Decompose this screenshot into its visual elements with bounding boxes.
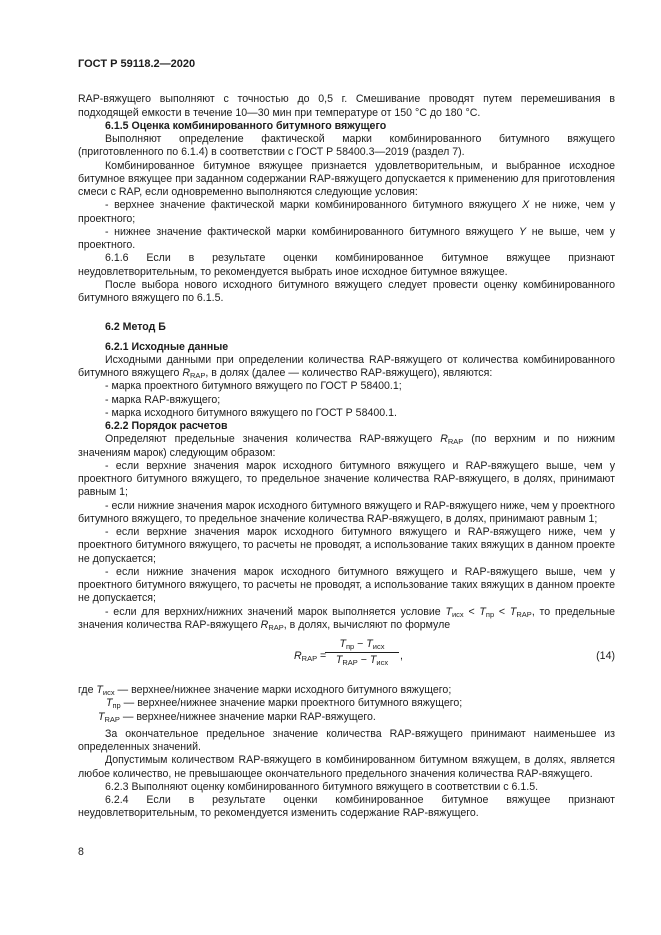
paragraph: После выбора нового исходного битумного вяжущего следует провести оценку комбинированного битумного вяжущего по 6.1.5.	[78, 278, 615, 304]
paragraph: 6.2.4 Если в результате оценки комбинированное битумное вяжущее признают неудовлетворительным, то рекомендуется изменить содержание RAP-вяжущего.	[78, 794, 615, 820]
section-heading-6-1-5: 6.1.5 Оценка комбинированного битумного вяжущего	[105, 119, 387, 132]
list-item: - если нижние значения марок исходного битумного вяжущего и RAP-вяжущего выше, чем у проектного битумного вяжущего, то расчеты не проводят, а использование таких вяжущих в данном проекте не допускается;	[78, 565, 615, 605]
formula-lhs: $R_{RAP}$ =	[294, 650, 327, 663]
list-item: - если верхние значения марок исходного битумного вяжущего и RAP-вяжущего выше, чем у проектного битумного вяжущего, то предельное значение количества RAP-вяжущего, в долях, принимают равным 1;	[78, 459, 615, 499]
paragraph: Выполняют определение фактической марки комбинированного битумного вяжущего (приготовленного по 6.1.4) в соответствии с ГОСТ Р 58400.3—2019 (раздел 7).	[78, 133, 615, 159]
section-heading-6-2: 6.2 Метод Б	[105, 321, 166, 334]
paragraph: Определяют предельные значения количества RAP-вяжущего $R_{RAP}$ (по верхним и по нижним значениям марок) следующим образом:	[78, 433, 615, 459]
definition-row: где $T_{исх}$ — верхнее/нижнее значение марки исходного битумного вяжущего;	[78, 684, 452, 697]
paragraph: 6.1.6 Если в результате оценки комбинированное битумное вяжущее признают неудовлетворительным, то рекомендуется выбрать иное исходное битумное вяжущее.	[78, 252, 615, 278]
list-item: - марка исходного битумного вяжущего по ГОСТ Р 58400.1.	[105, 406, 397, 419]
document-page	[78, 58, 615, 821]
fraction-numerator: $T_{пр} - T_{исх}$	[325, 638, 399, 653]
condition-item: - нижнее значение фактической марки комбинированного битумного вяжущего Y не выше, чем у проектного.	[78, 225, 615, 251]
paragraph: Допустимым количеством RAP-вяжущего в комбинированном битумном вяжущем, в долях, является любое количество, не превышающее окончательного предельного значения количества RAP-вяжущего.	[78, 754, 615, 780]
list-item: - марка RAP-вяжущего;	[105, 393, 221, 406]
paragraph: 6.2.3 Выполняют оценку комбинированного битумного вяжущего в соответствии с 6.1.5.	[105, 780, 539, 793]
definition-row: $T_{пр}$ — верхнее/нижнее значение марки проектного битумного вяжущего;	[106, 697, 463, 711]
section-heading-6-2-2: 6.2.2 Порядок расчетов	[105, 420, 228, 432]
list-item: - марка проектного битумного вяжущего по ГОСТ Р 58400.1;	[105, 380, 402, 393]
definition-row: $T_{RAP}$ — верхнее/нижнее значение марки RAP-вяжущего.	[98, 710, 376, 724]
paragraph: RAP-вяжущего выполняют с точностью до 0,5 г. Смешивание проводят путем перемешивания в подходящей емкости в течение 10—30 мин при температуре от 150 °С до 180 °С.	[78, 93, 615, 119]
section-heading-6-2-1: 6.2.1 Исходные данные	[105, 340, 229, 353]
paragraph: Исходными данными при определении количества RAP-вяжущего от количества комбинированного битумного вяжущего $R_{RAP}$, в долях (далее — количество RAP-вяжущего), являются:	[78, 353, 615, 380]
document-header: ГОСТ Р 59118.2—2020	[78, 58, 196, 70]
fraction-denominator: $T_{RAP} - T_{исх}$	[335, 654, 389, 668]
page-number: 8	[78, 846, 84, 858]
list-item: - если верхние значения марок исходного битумного вяжущего и RAP-вяжущего ниже, чем у проектного битумного вяжущего, то расчеты не проводят, а использование таких вяжущих в данном проекте не допускается;	[78, 526, 615, 565]
condition-item: - верхнее значение фактической марки комбинированного битумного вяжущего X не ниже, чем у проектного;	[78, 199, 615, 225]
paragraph: За окончательное предельное значение количества RAP-вяжущего принимают наименьшее из определенных значений.	[78, 727, 615, 753]
formula-14: $R_{RAP}$ = $T_{пр} - T_{исх}$ $T_{RAP} - T_{исх}$ , (14)	[294, 638, 615, 668]
list-item: - если для верхних/нижних значений марок выполняется условие $T_{исх} < T_{пр} < T_{RAP}$, то предельные значения количества RAP-вяжущего $R_{RAP}$, в долях, вычисляют по формуле	[78, 605, 616, 632]
formula-fraction	[325, 638, 399, 668]
formula-number: (14)	[596, 650, 615, 662]
paragraph: Комбинированное битумное вяжущее признается удовлетворительным, и выбранное исходное битумное вяжущее при заданном содержании RAP-вяжущего допускается к применению для приготовления смеси с RAP, если одновременно выполняются следующие условия:	[78, 159, 615, 198]
list-item: - если нижние значения марок исходного битумного вяжущего и RAP-вяжущего ниже, чем у проектного битумного вяжущего, то предельное значение количества RAP-вяжущего, в долях, принимают равным 1;	[78, 499, 615, 525]
